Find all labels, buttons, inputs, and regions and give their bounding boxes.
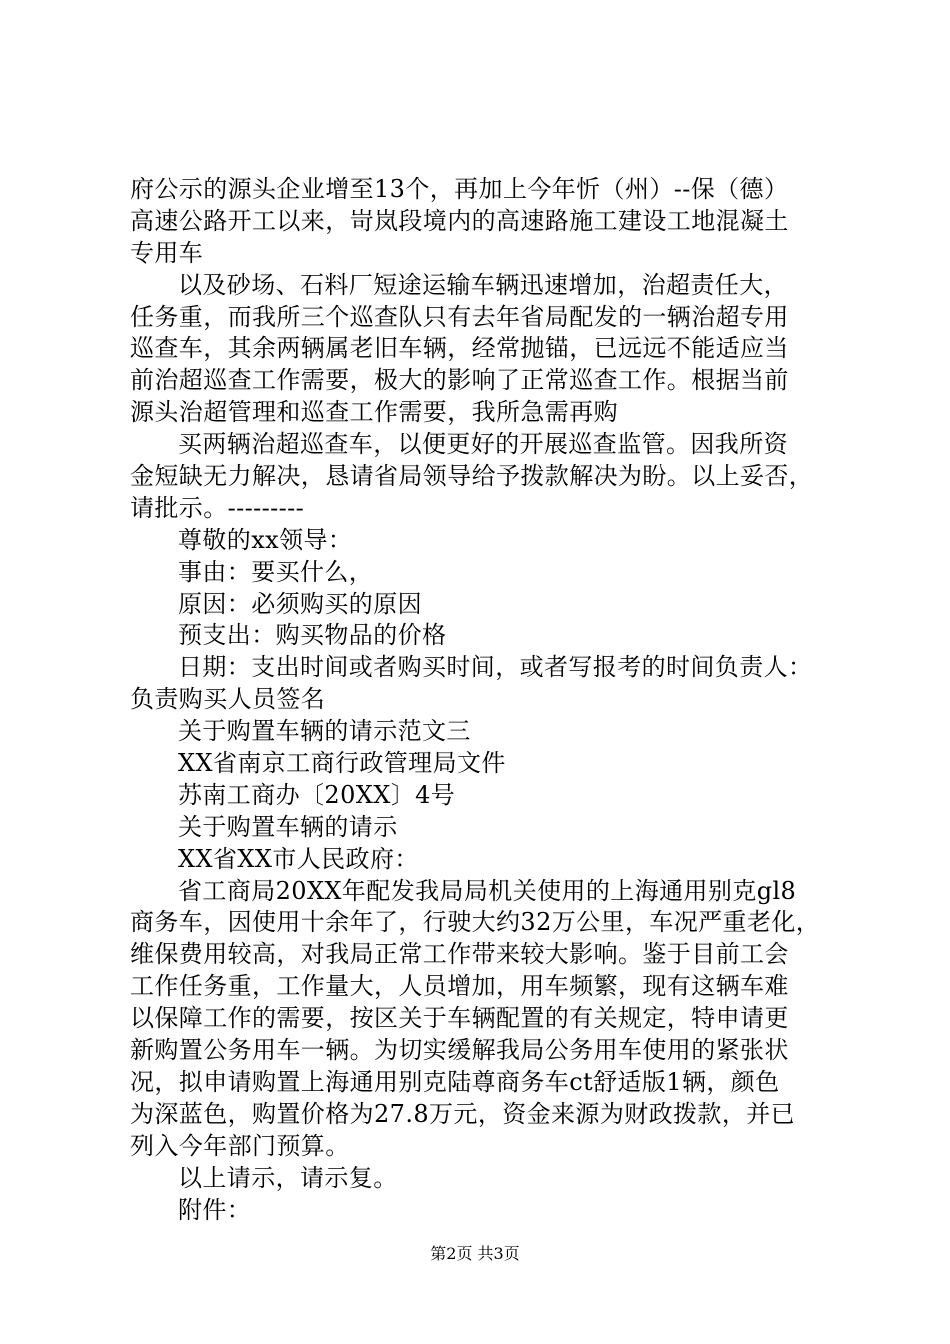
text-line: 请批示。--------- — [130, 493, 305, 522]
document-number: 苏南工商办〔20XX〕4号 — [178, 780, 456, 809]
text-line: 负责购买人员签名 — [130, 685, 326, 714]
text-line: 府公示的源头企业增至13个，再加上今年忻（州）--保（德） — [130, 175, 789, 203]
text-line: 维保费用较高，对我局正常工作带来较大影响。鉴于目前工会 — [130, 940, 789, 969]
expense-line: 预支出：购买物品的价格 — [178, 621, 447, 650]
text-line: 为深蓝色，购置价格为27.8万元，资金来源为财政拨款，并已 — [130, 1099, 796, 1128]
text-line: 专用车 — [130, 238, 204, 267]
reason-line: 事由：要买什么， — [178, 557, 374, 586]
issuer-line: XX省南京工商行政管理局文件 — [178, 749, 506, 778]
recipient-line: XX省XX市人民政府： — [178, 844, 419, 873]
document-subject: 关于购置车辆的请示 — [178, 812, 398, 841]
salutation-line: 尊敬的xx领导： — [178, 525, 353, 554]
text-line: 况，拟申请购置上海通用别克陆尊商务车ct舒适版1辆，颜色 — [130, 1067, 780, 1096]
section-title: 关于购置车辆的请示范文三 — [178, 717, 471, 746]
text-line: 商务车，因使用十余年了，行驶大约32万公里，车况严重老化， — [130, 908, 821, 937]
text-line: 以保障工作的需要，按区关于车辆配置的有关规定，特申请更 — [130, 1004, 789, 1033]
paragraph-start-line: 以及砂场、石料厂短途运输车辆迅速增加，治超责任大， — [178, 270, 788, 299]
page-number-footer: 第2页 共3页 — [430, 1244, 520, 1263]
text-line: 巡查车，其余两辆属老旧车辆，经常抛锚，已远远不能适应当 — [130, 334, 789, 363]
closing-line: 以上请示，请示复。 — [178, 1163, 398, 1192]
text-line: 列入今年部门预算。 — [130, 1131, 350, 1160]
attachment-label: 附件： — [178, 1195, 252, 1224]
text-line: 金短缺无力解决，恳请省局领导给予拨款解决为盼。以上妥否， — [130, 462, 814, 491]
text-line: 新购置公务用车一辆。为切实缓解我局公务用车使用的紧张状 — [130, 1036, 789, 1065]
text-line: 高速公路开工以来，岢岚段境内的高速路施工建设工地混凝土 — [130, 206, 789, 235]
text-line: 源头治超管理和巡查工作需要，我所急需再购 — [130, 398, 618, 427]
text-line: 任务重，而我所三个巡查队只有去年省局配发的一辆治超专用 — [130, 302, 789, 331]
document-body — [130, 174, 850, 1226]
text-line: 前治超巡查工作需要，极大的影响了正常巡查工作。根据当前 — [130, 366, 789, 395]
text-line: 工作任务重，工作量大，人员增加，用车频繁，现有这辆车难 — [130, 972, 789, 1001]
date-line: 日期：支出时间或者购买时间，或者写报考的时间负责人： — [178, 653, 813, 682]
cause-line: 原因：必须购买的原因 — [178, 589, 422, 618]
paragraph-start-line: 买两辆治超巡查车，以便更好的开展巡查监管。因我所资 — [178, 430, 788, 459]
paragraph-start-line: 省工商局20XX年配发我局局机关使用的上海通用别克gl8 — [178, 876, 797, 905]
